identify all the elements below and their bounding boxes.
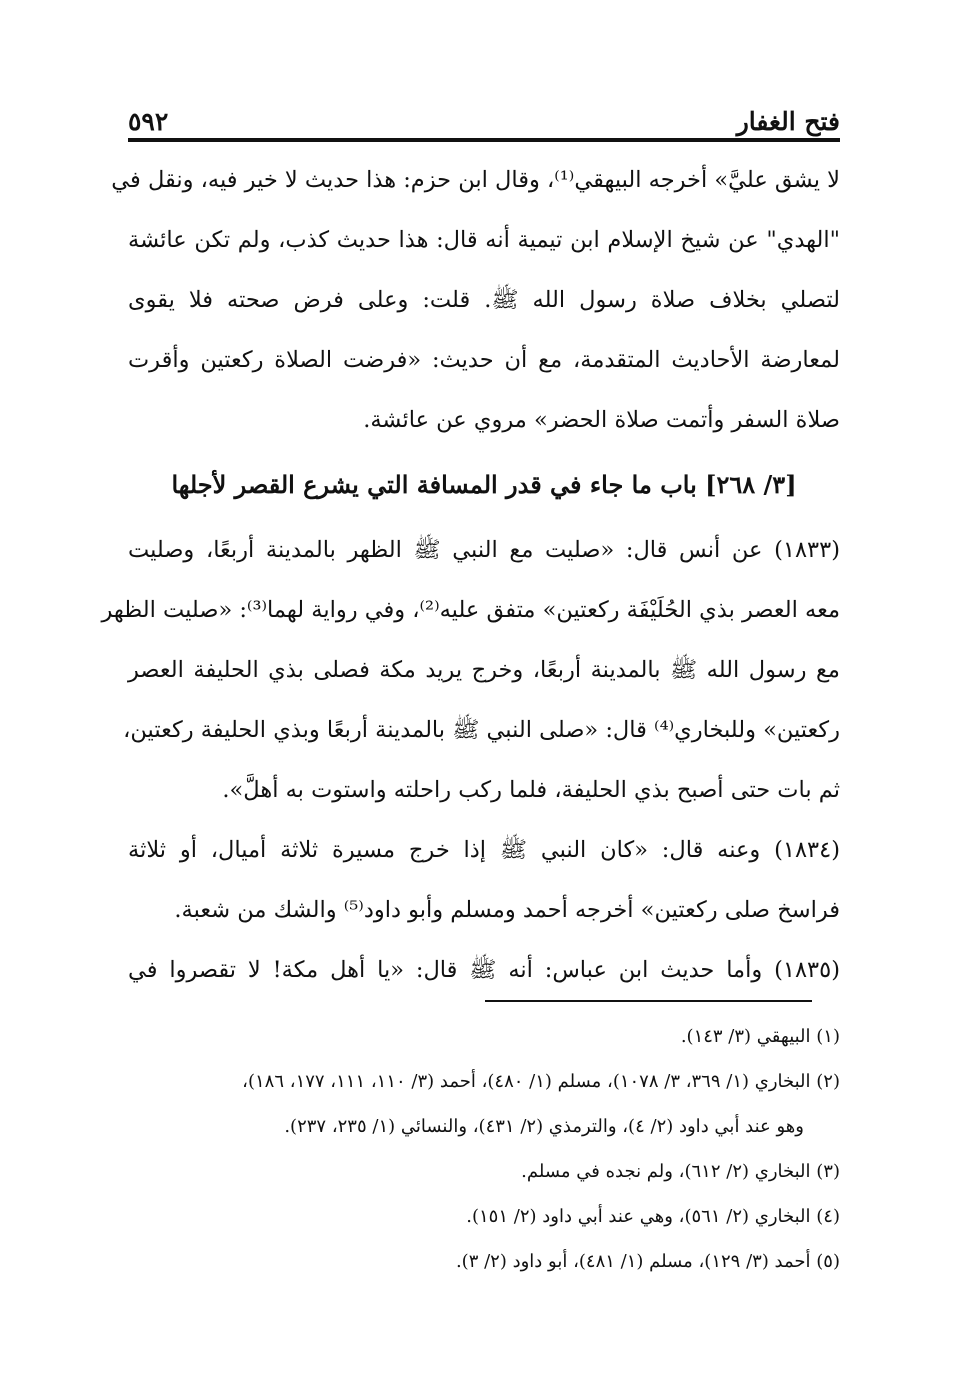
hadith-line: (١٨٣٤) وعنه قال: «كان النبي ﷺ إذا خرج مسيرة ثلاثة أميال، أو ثلاثة (128, 837, 840, 863)
page-number: ٥٩٢ (128, 107, 169, 136)
footnotes (128, 1014, 840, 1284)
footnote-continuation: وهو عند أبي داود (٢/ ٤)، والترمذي (٢/ ٤٣١)، والنسائي (١/ ٢٣٥، ٢٣٧). (284, 1116, 804, 1137)
footnote: (٥) أحمد (٣/ ١٢٩)، مسلم (١/ ٤٨١)، أبو داود (٢/ ٣). (455, 1251, 840, 1272)
paragraph-line: لتصلي بخلاف صلاة رسول الله ﷺ. قلت: وعلى فرض صحته فلا يقوى (128, 287, 840, 313)
footnote: (٤) البخاري (٢/ ٥٦١)، وهي عند أبي داود (٢/ ١٥١). (466, 1206, 840, 1227)
hadith-line: معه العصر بذي الحُلَيْفَة ركعتين» متفق عليه⁽²⁾، وفي رواية لهما⁽³⁾: «صليت الظهر (101, 597, 840, 623)
header-rule (128, 138, 840, 142)
hadith-line: مع رسول الله ﷺ بالمدينة أربعًا، وخرج يريد مكة فصلى بذي الحليفة العصر (128, 657, 840, 683)
footnote-separator (485, 1000, 812, 1002)
paragraph-line: "الهدي" عن شيخ الإسلام ابن تيمية أنه قال: هذا حديث كذب، ولم تكن عائشة (128, 227, 840, 253)
book-title: فتح الغفار (736, 107, 840, 136)
page-header (128, 92, 840, 136)
paragraph-line: لمعارضة الأحاديث المتقدمة، مع أن حديث: «فرضت الصلاة ركعتين وأقرت (128, 347, 840, 373)
footnote: (١) البيهقي (٣/ ١٤٣). (680, 1026, 840, 1047)
section-heading: [٣/ ٢٦٨] باب ما جاء في قدر المسافة التي يشرع القصر لأجلها (171, 470, 797, 499)
hadith-line: ركعتين» وللبخاري⁽⁴⁾ قال: «صلى النبي ﷺ بالمدينة أربعًا وبذي الحليفة ركعتين، (123, 717, 840, 743)
hadith-line: فراسخ صلى ركعتين» أخرجه أحمد ومسلم وأبو داود⁽⁵⁾ والشك من شعبة. (174, 897, 840, 923)
paragraph-line: صلاة السفر وأتمت صلاة الحضر» مروي عن عائشة. (363, 407, 840, 433)
paragraph-line: لا يشق عليَّ» أخرجه البيهقي⁽¹⁾، وقال ابن حزم: هذا حديث لا خير فيه، ونقل في (111, 167, 840, 193)
footnote: (٣) البخاري (٢/ ٦١٢)، ولم نجده في مسلم. (521, 1161, 840, 1182)
hadith-line: ثم بات حتى أصبح بذي الحليفة، فلما ركب راحلته واستوت به أهلَّ». (222, 777, 840, 803)
hadith-line: (١٨٣٥) وأما حديث ابن عباس: أنه ﷺ قال: «يا أهل مكة! لا تقصروا في (128, 957, 840, 983)
footnote: (٢) البخاري (١/ ٣٦٩، ٣/ ١٠٧٨)، مسلم (١/ ٤٨٠)، أحمد (٣/ ١١٠، ١١١، ١٧٧، ١٨٦)، (242, 1071, 840, 1092)
hadith-line: (١٨٣٣) عن أنس قال: «صليت مع النبي ﷺ الظهر بالمدينة أربعًا، وصليت (128, 537, 840, 563)
main-text (101, 150, 840, 1000)
